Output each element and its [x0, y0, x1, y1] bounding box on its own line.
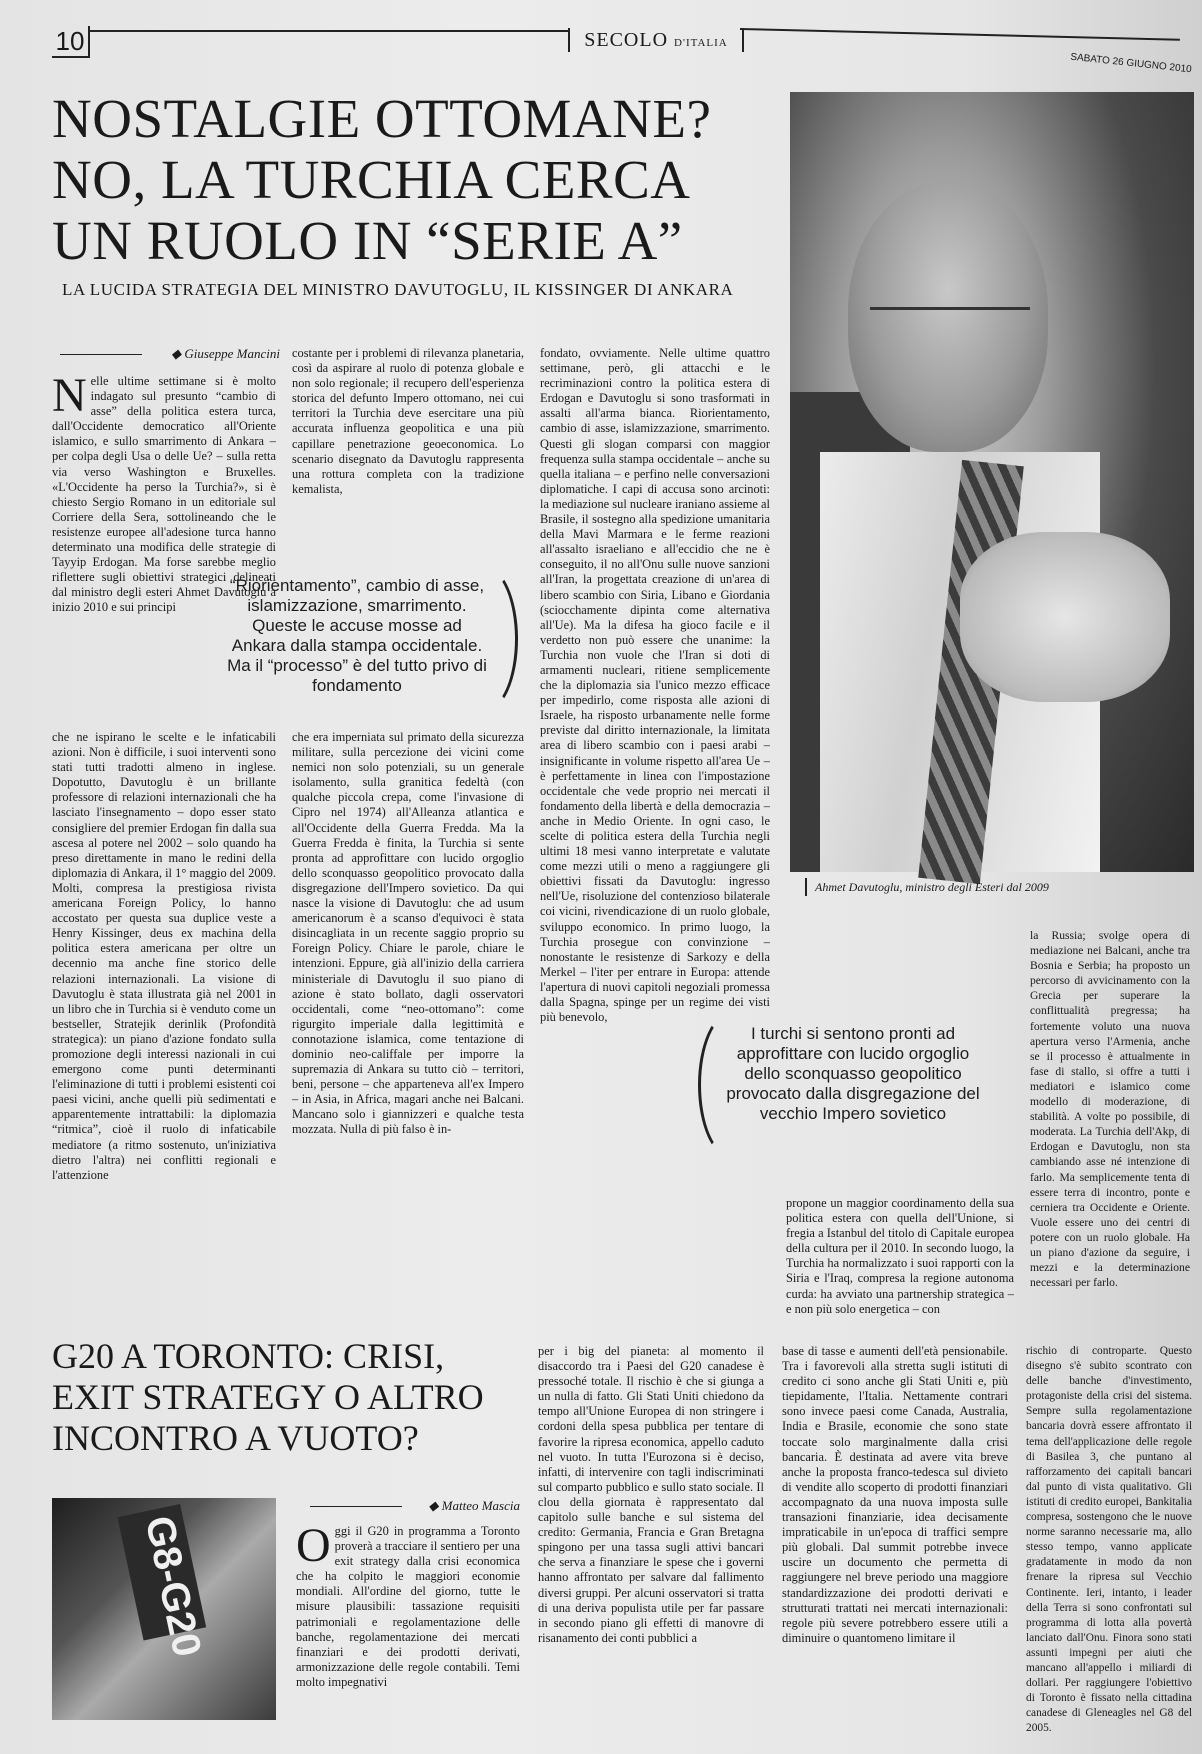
author2-name: Matteo Mascia	[441, 1498, 520, 1513]
photo-caption: Ahmet Davutoglu, ministro degli Esteri dal 2009	[805, 878, 1049, 896]
column-text: ggi il G20 in programma a Toronto proverà a tracciare il sentiero per una exit strategy dalla crisi economica che ha colpito le maggiori economie mondiali. All'ordine del giorno, tutte le misure plausibili: tassazione requisiti patrimoniali e regolamentazione delle banche, regolamentazione dei mercati finanziari e dei prodotti derivati, armonizzazione delle regole contabili. Temi molto impegnativi	[296, 1524, 520, 1689]
drop-cap: N	[52, 369, 87, 422]
portrait-photo	[790, 92, 1194, 872]
article-column-1-bottom: che ne ispirano le scelte e le infaticabili azioni. Non è difficile, i suoi interventi sono stati tutti tradotti almeno in inglese. Dopotutto, Davutoglu è un brillante professore di relazioni internazionali che ha lasciato l'insegnamento – dopo esser stato consigliere del premier Erdogan fin dalla sua ascesa al potere nel 2002 – solo quando ha preso direttamente in mano le redini della diplomazia di Ankara, il 1° maggio del 2009. Molti, compresa la prestigiosa rivista americana Foreign Policy, lo hanno accostato per questa sua duplice veste a Henry Kissinger, deus ex machina della politica estera americana per oltre un decennio ma anche fine storico delle relazioni internazionali. La visione di Davutoglu è stata illustrata già nel 2001 in un libro che in Turchia si è venduto come un bestseller, Stratejik derinlik (Profondità strategica): un piano d'azione fondato sulla promozione degli interessi nazionali in cui emergono come punti determinanti l'eliminazione di tutti i problemi esistenti coi paesi vicini, anche quelli più sedimentati e apparentemente intrattabili: la diplomazia “ritmica”, cioè il ruolo di infaticabile mediatore (a ritmo sostenuto, un'iniziativa dietro l'altra) nei conflitti regionali e l'attenzione	[52, 730, 276, 1182]
article-column-3: fondato, ovviamente. Nelle ultime quattro settimane, però, gli attacchi e le recriminazioni contro la politica estera di Erdogan e Davutoglu si sono trasformati in assalti all'arma bianca. Riorientamento, cambio di asse, islamizzazione, smarrimento. Questi gli slogan comparsi con maggior frequenza sulla stampa occidentale – anche su quella italiana – e perfino nelle conversazioni diplomatiche. I capi di accusa sono arcinoti: la mediazione sul nucleare iraniano assieme al Brasile, il sostegno alla spedizione umanitaria della Mavi Marmara e le ferme reazioni all'assalto israeliano e all'eccidio che ne è conseguito, il no all'Onu sulle nuove sanzioni all'Iran, la progettata creazione di un'area di libero scambio con Siria, Libano e Giordania (sciocchamente dipinta come alternativa all'Ue). Ma la difesa ha gioco facile e il verdetto non può essere che unanime: la Turchia non vuole che l'Iran si doti di armamenti nucleari, ritiene semplicemente che la diplomazia sia l'unico mezzo efficace per impedirlo, come risposta alle azioni di Israele, ha risposto urbanamente nelle forme previste dal diritto internazionale, la limitata area di libero scambio con i paesi arabi – insignificante in volume rispetto all'area Ue – è perfettamente in linea con l'impostazione occidentale che vede proprio nei mercati il fondamento della libertà e della democrazia – anche in Medio Oriente. In ogni caso, le scelte di politica estera della Turchia negli ultimi 18 mesi vanno interpretate e valutate come mezzi utili o meno a raggiungere gli obiettivi fissati da Davutoglu: ingresso nell'Ue, risoluzione del contenzioso bilaterale coi vicini, rivendicazione di un ruolo globale, sviluppo economico. In primo luogo, la Turchia prosegue con convinzione – nonostante le resistenze di Sarkozy e della Merkel – l'iter per entrare in Europa: attende l'apertura di nuovi capitoli negoziali promessa dalla Spagna, spinge per un regime dei visti più benevolo,	[540, 346, 770, 1025]
newspaper-name: SECOLO	[584, 29, 669, 51]
article2-headline	[52, 1336, 512, 1459]
article2-column-4: rischio di controparte. Questo disegno s'è subito scontrato con delle banche d'investimento, protagoniste della crisi del sistema. Sempre sulla regolamentazione bancaria dovrà essere affrontato il tema dell'applicazione delle regole di Basilea 3, che puntano al rafforzamento dei capitali bancari dal punto di vista qualitativo. Gli istituti di credito europei, Bankitalia compresa, sostengono che le nuove norme saranno necessarie ma, allo stesso tempo, vanno applicate gradatamente in modo da non frenare la ripresa sul Vecchio Continente. Ieri, intanto, i leader della Terra si sono confrontati sul programma di lotta alla povertà lanciato dall'Onu. Finora sono stati assunti impegni per aiuti che mancano all'appello i miliardi di dollari. Per raggiungere l'obiettivo di Toronto è fissato nella cittadina canadese di Gleneagles nel G8 del 2005.	[1026, 1345, 1192, 1735]
g8-g20-image	[52, 1498, 276, 1720]
article-column-4: propone un maggior coordinamento della sua politica estera con quella dell'Unione, si fregia a Istanbul del titolo di Capitale europea della cultura per il 2010. In secondo luogo, la Turchia ha normalizzato i suoi rapporti con la Siria e l'Iraq, compresa la regione autonoma curda: ha avviato una partnership strategica – e non più solo energetica – con	[786, 1196, 1014, 1316]
header-rule-right	[740, 28, 1180, 41]
article-subheadline: LA LUCIDA STRATEGIA DEL MINISTRO DAVUTOGLU, IL KISSINGER DI ANKARA	[62, 280, 734, 299]
headline2-line-3: INCONTRO A VUOTO?	[52, 1418, 419, 1458]
g8-g20-sign: G8-G20	[117, 1504, 206, 1641]
article-column-2-top: costante per i problemi di rilevanza planetaria, così da aspirare al ruolo di potenza globale e non solo regionale; il recupero dell'esperienza storica del defunto Impero ottomano, nei cui territori la Turchia deve esercitare una più accurata influenza geopolitica e una più capillare penetrazione geoeconomica. Lo scenario disegnato da Davutoglu rappresenta una rottura completa con la tradizione kemalista,	[292, 346, 524, 496]
article2-column-1	[296, 1519, 520, 1734]
pull-quote-2: I turchi si sentono pronti ad approfittare con lucido orgoglio dello sconquasso geopolitico provocato dalla disgregazione del vecchio Impero sovietico	[726, 1024, 980, 1123]
headline2-line-2: EXIT STRATEGY O ALTRO	[52, 1377, 484, 1417]
issue-date: SABATO 26 GIUGNO 2010	[1069, 51, 1193, 76]
article-column-1-top	[52, 369, 276, 615]
article2-column-2: per i big del pianeta: al momento il disaccordo tra i Paesi del G20 canadese è pressoché totale. Il rischio è che si giunga a un nulla di fatto. Gli Stati Uniti chiedono da tempo all'Unione Europea di non stringere i cordoni della spesa pubblica per tentare di favorire la ripresa economica, appello caduto nel vuoto. In tutta l'Eurozona si è deciso, infatti, di intervenire con tagli indiscriminati sul comparto pubblico e sullo stato sociale. Il clou della giornata è rappresentato dal capitolo sulle banche e sul sistema del credito: Germania, Francia e Gran Bretagna spingono per una tassa sugli attivi bancari che serva a finanziare le spese che i governi hanno affrontato per salvare dal fallimento diversi gruppi. Per alcuni osservatori si tratta di una deriva populista utile per far passare in secondo piano gli effetti di manovre di risanamento dei conti pubblici a	[538, 1344, 764, 1645]
newspaper-name-suffix: D'ITALIA	[674, 37, 728, 49]
article-column-2-bottom: che era imperniata sul primato della sicurezza militare, sulla percezione dei vicini come nemici non solo potenziali, su un generale isolamento, sulla granitica fedeltà (con qualche piccola crepa, come l'invasione di Cipro nel 1974) all'Alleanza atlantica e all'Occidente della Guerra Fredda. Ma la Guerra Fredda è finita, la Turchia si sente pronta ad approfittare con lucido orgoglio dello sconquasso geopolitico provocato dalla disgregazione dell'Impero sovietico. Da qui nasce la visione di Davutoglu: che ad usum americanorum è a scanso d'equivoci è stata disincagliata in un recente saggio proprio su Foreign Policy. Chiare le parole, chiare le intenzioni. Eppure, già all'inizio della carriera ministeriale di Davutoglu il suo piano di azione è stato bollato, dagli osservatori occidentali, come “neo-ottomano”: come rigurgito imperiale dalla legittimità e connotazione islamica, come tentazione di dominio neo-califfale per imporre la supremazia di Ankara su tutto ciò – territori, beni, persone – che apparteneva all'ex Impero – in Asia, in Africa, magari anche nei Balcani. Mancano solo i giannizzeri e qualche testa mozzata. Nulla di più falso è in-	[292, 730, 524, 1137]
article-headline	[52, 88, 792, 271]
article-column-5: la Russia; svolge opera di mediazione nei Balcani, anche tra Bosnia e Serbia; ha proposto un percorso di avvicinamento con la Grecia per superare la conflittualità pregressa; ha fortemente voluto una nuova apertura verso l'Armenia, anche se il processo è attualmente in fase di stallo, si offre a tutti i mediatori e islamico come modello di moderazione, di stabilità. A volte po possibile, di moderata. La Turchia dell'Akp, di Erdogan e Davutoglu, non sta cambiando asse né intenzione di farlo. Ma semplicemente tenta di essere terra di incontro, ponte e cerniera tra Occidente e Oriente. Vuole essere uno dei centri di potere con un ruolo globale. Ha un piano d'azione da seguire, i mezzi e la determinazione necessari per farlo.	[1030, 929, 1190, 1290]
article2-column-3: base di tasse e aumenti dell'età pensionabile. Tra i favorevoli alla stretta sugli istituti di credito ci sono anche gli Stati Uniti e, più tiepidamente, l'Italia. Nettamente contrari sono invece paesi come Canada, Australia, India e Brasile, economie che sono state toccate solo marginalmente dalla crisi bancaria. È destinata ad avere vita breve anche la proposta franco-tedesca sul divieto di vendite allo scoperto di prodotti finanziari accompagnato da una nuova imposta sulle transazioni finanziarie, idea decisamente impraticabile in un'epoca di traffici sempre più globali. Dal summit potrebbe invece uscire un documento che permetta di raggiungere nel breve periodo una maggiore standardizzazione dei prodotti derivati e strutturati trattati nei mercati internazionali: regole più severe potrebbero essere utili a diminuire o quantomeno limitare il	[782, 1344, 1008, 1645]
headline2-line-1: G20 A TORONTO: CRISI,	[52, 1336, 445, 1376]
quote-bracket	[452, 566, 518, 712]
article-byline: ◆ Giuseppe Mancini	[60, 346, 280, 362]
pull-quote: “Riorientamento”, cambio di asse, islamizzazione, smarrimento. Queste le accuse mosse ad Ankara dalla stampa occidentale. Ma il “processo” è del tutto privo di fondamento	[227, 576, 487, 695]
article-column-4-top	[786, 928, 1014, 998]
headline-line-3: UN RUOLO IN “SERIE A”	[52, 210, 683, 271]
headline-line-2: NO, LA TURCHIA CERCA	[52, 149, 691, 210]
author-name: Giuseppe Mancini	[184, 346, 280, 361]
headline-line-1: NOSTALGIE OTTOMANE?	[52, 88, 712, 149]
article-column-1-narrow	[52, 576, 202, 726]
drop-cap-2: O	[296, 1519, 331, 1572]
column-text: elle ultime settimane si è molto indagato sul presunto “cambio di asse” della politica estera turca, dall'Occidente democratico all'Oriente islamico, e sullo smarrimento di Ankara – per colpa degli Usa o delle Ue? – sulla retta via verso Washington e Bruxelles. «L'Occidente ha perso la Turchia?», si è chiesto Sergio Romano in un editoriale sul Corriere della Sera, sottolineando che le resistenze europee all'adesione turca hanno determinato una modifica delle strategie di Tayyip Erdogan. Ma forse sarebbe meglio riflettere sugli obiettivi strategici delineati dal ministro degli esteri Ahmet Davutoglu a inizio 2010 e sui principi	[52, 374, 276, 615]
newspaper-masthead	[568, 28, 744, 52]
page-number: 10	[52, 26, 90, 58]
header-rule-left	[90, 30, 568, 32]
article2-byline: ◆ Matteo Mascia	[310, 1498, 520, 1514]
quote-bracket-2	[698, 1012, 764, 1158]
